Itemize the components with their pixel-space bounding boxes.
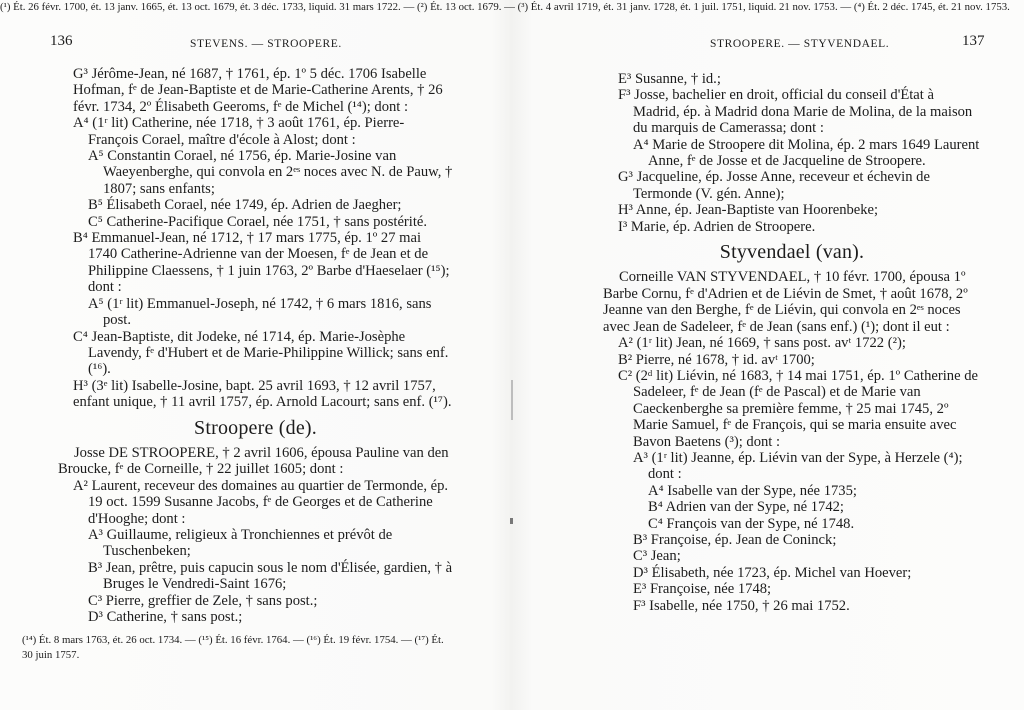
entry: C⁴ François van der Sype, né 1748. (648, 515, 855, 532)
entry: A⁴ Isabelle van der Sype, née 1735; (648, 482, 857, 499)
left-page (0, 0, 510, 710)
entry: C⁴ Jean-Baptiste, dit Jodeke, né 1714, ép. Marie-Josèphe Lavendy, fᵉ d'Hubert et de Marie-Philippine Willick; sans enf. (¹⁶). (73, 328, 449, 378)
entry: C³ Jean; (633, 548, 681, 565)
entry: A⁴ (1ʳ lit) Catherine, née 1718, † 3 août 1761, ép. Pierre-François Corael, maître d'école à Alost; dont : (73, 115, 405, 148)
entry: B² Pierre, né 1678, † id. avᵗ 1700; (618, 351, 815, 368)
entry: B⁴ Adrien van der Sype, né 1742; (648, 499, 844, 516)
entry: A⁵ (1ʳ lit) Emmanuel-Joseph, né 1742, † 6 mars 1816, sans post. (88, 295, 432, 329)
entry: Josse DE STROOPERE, † 2 avril 1606, épousa Pauline van den Broucke, fᵉ de Corneille, † 22 juillet 1605; dont : (58, 444, 449, 478)
right-footnotes: (¹) Ét. 26 févr. 1700, ét. 13 janv. 1665, ét. 13 oct. 1679, ét. 3 déc. 1733, liquid. 31 mars 1722. — (²) Ét. 13 oct. 1679. — (³) Ét. 4 avril 1719, ét. 31 janv. 1728, ét. 1 juil. 1751, liquid. 21 nov. 1753. — (⁴) Ét. 2 déc. 1745, ét. 21 nov. 1753. (0, 1, 1010, 13)
entry: A³ (1ʳ lit) Jeanne, ép. Liévin van der Sype, à Herzele (⁴); dont : (633, 449, 963, 483)
entry: F³ Isabelle, née 1750, † 26 mai 1752. (633, 597, 850, 614)
entry: G³ Jacqueline, ép. Josse Anne, receveur et échevin de Termonde (V. gén. Anne); (618, 169, 930, 202)
entry: E³ Susanne, † id.; (618, 71, 721, 87)
entry: A² Laurent, receveur des domaines au quartier de Termonde, ép. 19 oct. 1599 Susanne Jacobs, fᵉ de Georges et de Catherine d'Hooghe; dont : (73, 477, 449, 527)
section-heading-stroopere: Stroopere (de). (194, 416, 317, 439)
entry: D³ Élisabeth, née 1723, ép. Michel van Hoever; (633, 564, 912, 581)
left-running-header: STEVENS. — STROOPERE. (190, 38, 342, 50)
entry: H³ Anne, ép. Jean-Baptiste van Hoorenbeke; (618, 202, 879, 219)
entry: I³ Marie, ép. Adrien de Stroopere. (618, 218, 816, 235)
entry: C² (2ᵈ lit) Liévin, né 1683, † 14 mai 1751, ép. 1º Catherine de Sadeleer, fᵉ de Jean (fᵉ de Pascal) et de Marie van Caeckenberghe sa première femme, † 25 mai 1745, 2º Marie Samuel, fᵉ de François, qui se maria ensuite avec Bavon Baetens (³); dont : (618, 367, 978, 450)
left-footnotes: (¹⁴) Ét. 8 mars 1763, ét. 26 oct. 1734. — (¹⁵) Ét. 16 févr. 1764. — (¹⁶) Ét. 19 févr. 1754. — (¹⁷) Ét. 30 juin 1757. (22, 634, 444, 661)
entry: G³ Jérôme-Jean, né 1687, † 1761, ép. 1º 5 déc. 1706 Isabelle Hofman, fᵉ de Jean-Baptiste et de Marie-Catherine Arents, † 26 févr. 1734, 2º Élisabeth Geeroms, fᵉ de Michel (¹⁴); dont : (73, 66, 443, 115)
entry: A⁴ Marie de Stroopere dit Molina, ép. 2 mars 1649 Laurent Anne, fᵉ de Josse et de Jacqueline de Stroopere. (633, 136, 980, 170)
entry: F³ Josse, bachelier en droit, official du conseil d'État à Madrid, ép. à Madrid dona Marie de Molina, de la maison du marquis de Camerassa; dont : (618, 87, 973, 137)
right-running-header: STROOPERE. — STYVENDAEL. (710, 38, 890, 50)
entry: B³ Jean, prêtre, puis capucin sous le nom d'Élisée, gardien, † à Bruges le Vendredi-Saint 1676; (88, 559, 453, 593)
right-page-body (603, 71, 981, 614)
entry: B⁴ Emmanuel-Jean, né 1712, † 17 mars 1775, ép. 1º 27 mai 1740 Catherine-Adrienne van der Moesen, fᵉ de Jean et de Philippine Claessens, † 1 juin 1763, 2º Barbe d'Haeselaer (¹⁵); dont : (73, 230, 450, 296)
entry: A⁵ Constantin Corael, né 1756, ép. Marie-Josine van Waeyenberghe, qui convola en 2ᵉˢ noces avec N. de Pauw, † 1807; sans enfants; (88, 148, 453, 197)
left-page-body (58, 66, 453, 625)
entry: B⁵ Élisabeth Corael, née 1749, ép. Adrien de Jaegher; (88, 197, 402, 214)
section-heading-styvendael: Styvendael (van). (719, 241, 865, 264)
entry: D³ Catherine, † sans post.; (88, 609, 243, 625)
entry: B³ Françoise, ép. Jean de Coninck; (633, 531, 837, 548)
entry: A³ Guillaume, religieux à Tronchiennes et prévôt de Tuschenbeken; (88, 526, 393, 560)
entry: C³ Pierre, greffier de Zele, † sans post.; (88, 592, 318, 609)
entry: C⁵ Catherine-Pacifique Corael, née 1751, † sans postérité. (88, 213, 428, 230)
entry: A² (1ʳ lit) Jean, né 1669, † sans post. avᵗ 1722 (²); (618, 335, 906, 352)
entry: Corneille VAN STYVENDAEL, † 10 févr. 1700, épousa 1º Barbe Cornu, fᵉ d'Adrien et de Liévin de Smet, † août 1678, 2º Jeanne van den Berghe, fᵉ de Liévin, qui convola en 2ᵉˢ noces avec Jean de Sadeleer, fᵉ de Jean (sans enf.) (¹); dont il eut : (603, 269, 968, 335)
entry: H³ (3ᵉ lit) Isabelle-Josine, bapt. 25 avril 1693, † 12 avril 1757, enfant unique, † 11 avril 1757, ép. Arnold Lacourt; sans enf. (¹⁷). (73, 377, 452, 411)
entry: E³ Françoise, née 1748; (633, 581, 772, 598)
left-page-number: 136 (50, 33, 73, 49)
right-page-number: 137 (962, 33, 985, 49)
right-page (510, 0, 1024, 710)
